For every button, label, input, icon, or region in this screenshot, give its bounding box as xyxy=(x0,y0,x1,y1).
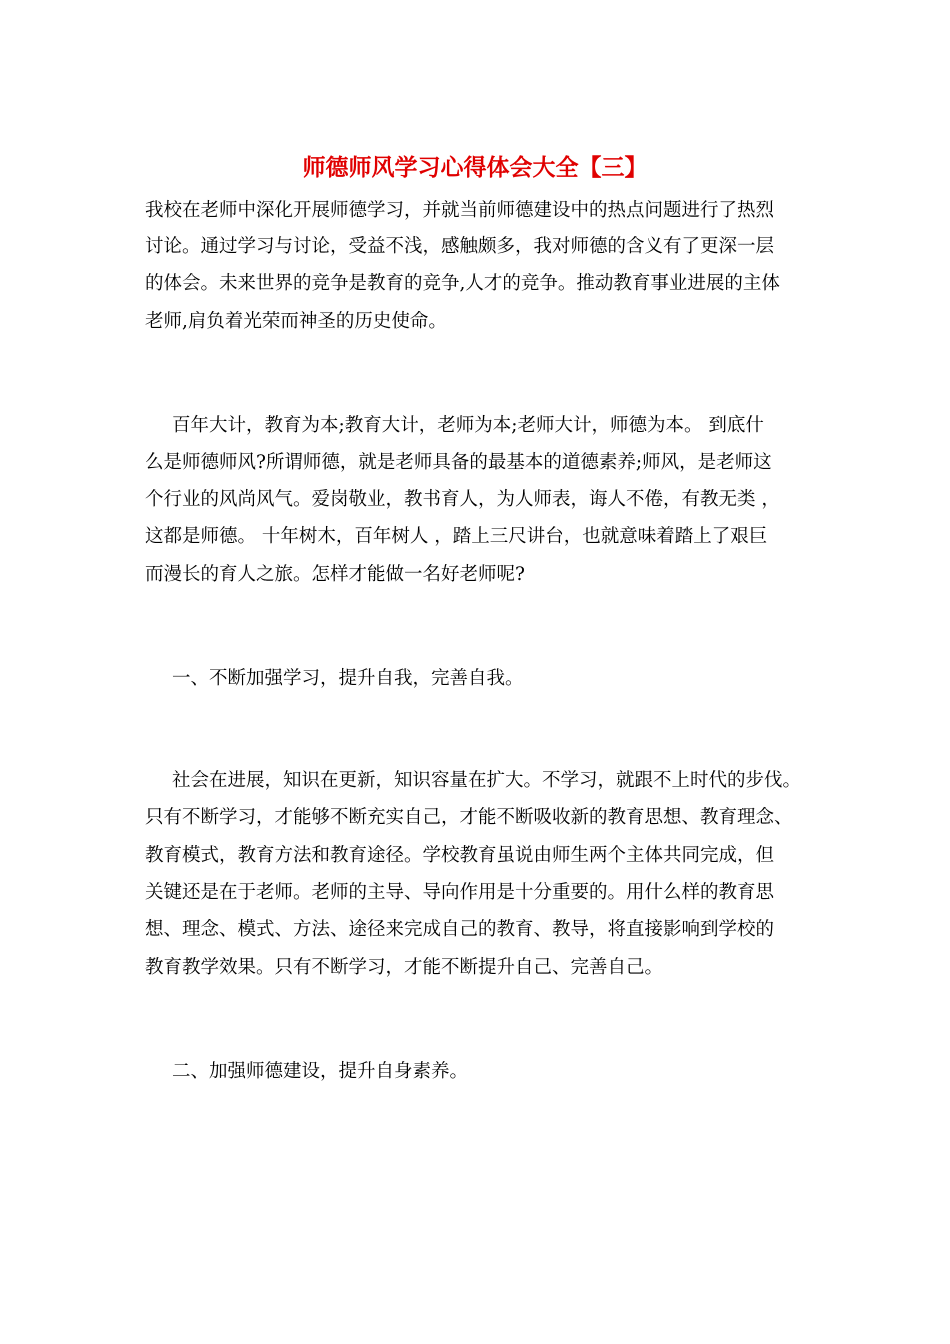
paragraph-line: 而漫长的育人之旅。怎样才能做一名好老师呢? xyxy=(145,564,525,585)
paragraph-line: 我校在老师中深化开展师德学习，并就当前师德建设中的热点问题进行了热烈 xyxy=(145,200,775,221)
paragraph-line: 个行业的风尚风气。爱岗敬业，教书育人，为人师表，诲人不倦，有教无类 ， xyxy=(145,489,780,510)
section-heading: 一、不断加强学习，提升自我，完善自我。 xyxy=(172,668,524,689)
paragraph-line: 百年大计，教育为本;教育大计，老师为本;老师大计，师德为本。 到底什 xyxy=(172,415,764,436)
paragraph-line: 想、理念、模式、方法、途径来完成自己的教育、教导，将直接影响到学校的 xyxy=(145,919,775,940)
document-title: 师德师风学习心得体会大全【三】 xyxy=(302,154,648,181)
section-heading: 二、加强师德建设，提升自身素养。 xyxy=(172,1061,469,1082)
paragraph-line: 讨论。通过学习与讨论，受益不浅，感触颇多，我对师德的含义有了更深一层 xyxy=(145,236,775,257)
paragraph-line: 这都是师德。 十年树木，百年树人 ，踏上三尺讲台，也就意味着踏上了艰巨 xyxy=(145,526,768,547)
paragraph-line: 关键还是在于老师。老师的主导、导向作用是十分重要的。用什么样的教育思 xyxy=(145,882,775,903)
paragraph-line: 教育教学效果。只有不断学习，才能不断提升自己、完善自己。 xyxy=(145,957,664,978)
paragraph-line: 老师,肩负着光荣而神圣的历史使命。 xyxy=(145,311,447,332)
paragraph-line: 教育模式，教育方法和教育途径。学校教育虽说由师生两个主体共同完成，但 xyxy=(145,845,775,866)
paragraph-line: 社会在进展，知识在更新，知识容量在扩大。不学习，就跟不上时代的步伐。 xyxy=(172,770,802,791)
paragraph-line: 么是师德师风?所谓师德，就是老师具备的最基本的道德素养;师风，是老师这 xyxy=(145,452,772,473)
paragraph-line: 的体会。未来世界的竞争是教育的竞争,人才的竞争。推动教育事业进展的主体 xyxy=(145,273,780,294)
paragraph-line: 只有不断学习，才能够不断充实自己，才能不断吸收新的教育思想、教育理念、 xyxy=(145,807,793,828)
